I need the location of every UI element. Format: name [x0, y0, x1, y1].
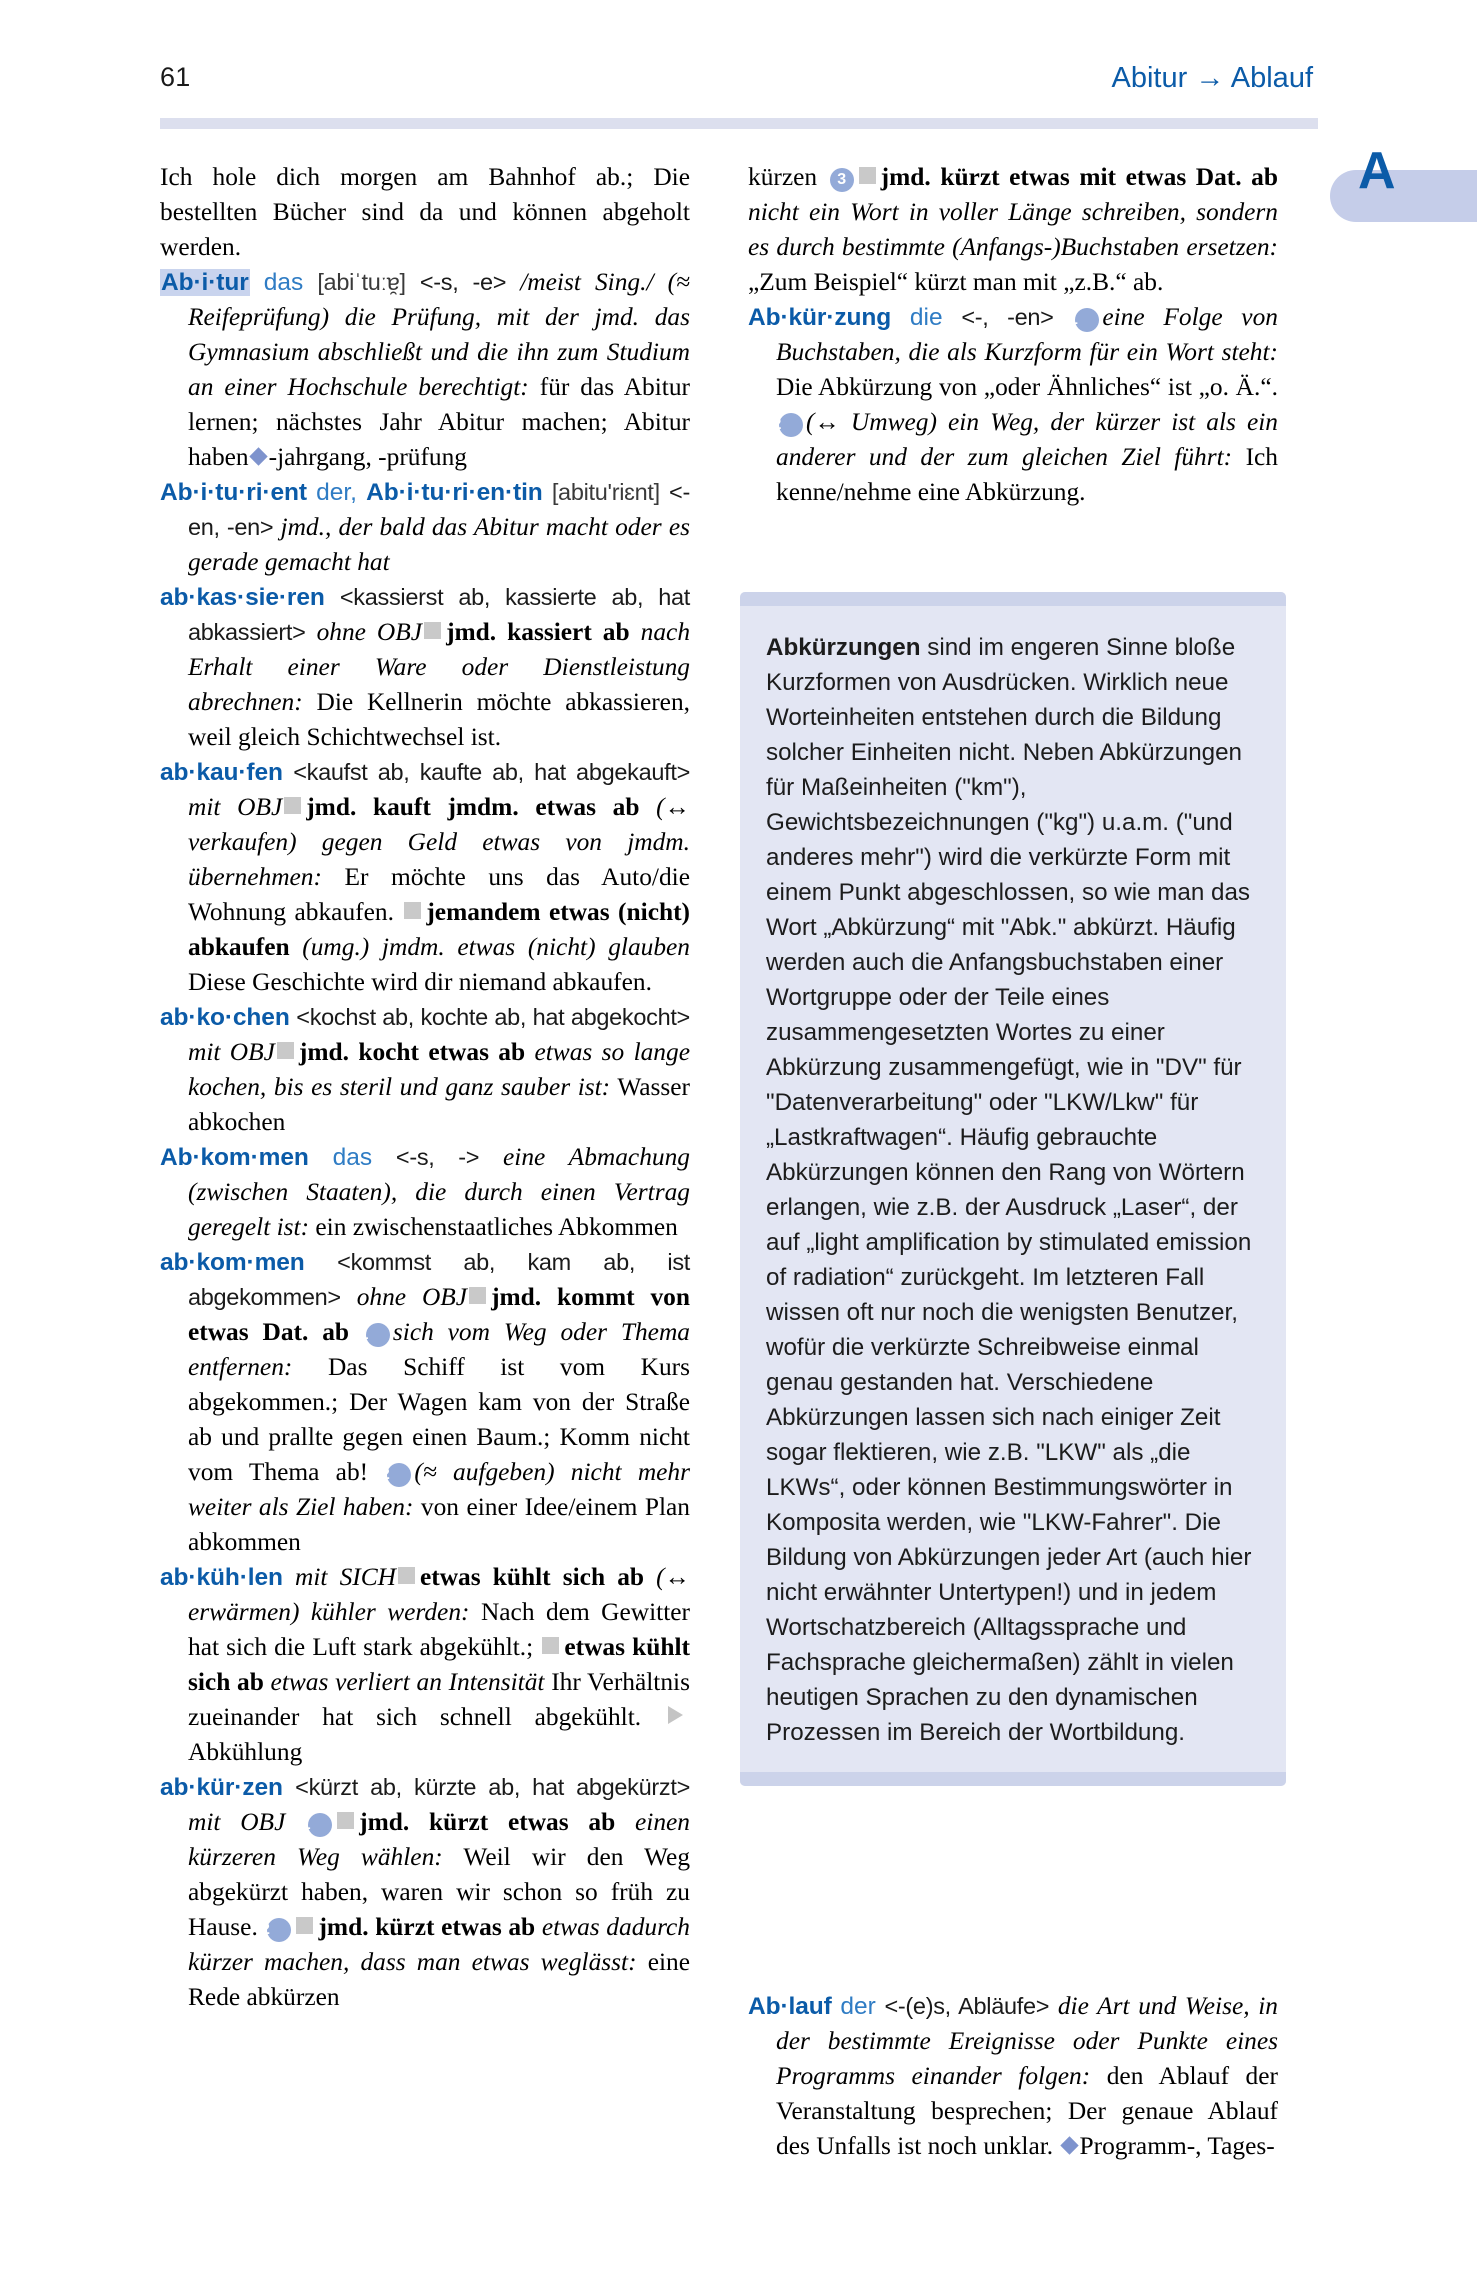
entry-abiturient: [160, 475, 690, 580]
examples: Nach dem Gewitter hat sich die Luft stark abgekühlt.;: [188, 1598, 690, 1661]
right-column-lower: [748, 1989, 1278, 2164]
headword[interactable]: ab·kas·sie·ren: [160, 584, 325, 611]
header-rule: [160, 118, 1318, 129]
headword[interactable]: ab·kau·fen: [160, 759, 283, 786]
sense-3-examples: „Zum Beispiel“ kürzt man mit „z.B.“ ab.: [748, 268, 1164, 296]
inflection-forms: <kochst ab, kochte ab, hat abgekocht>: [296, 1004, 690, 1030]
square-bullet-icon: [404, 902, 421, 919]
continuation-text: Ich hole dich morgen am Bahnhof ab.; Die bestellten Bücher sind da und können abgeholt werden.: [160, 163, 690, 261]
info-box-bottom-bar: [740, 1772, 1286, 1786]
index-tab-letter: A: [1358, 142, 1396, 200]
headword[interactable]: ab·kom·men: [160, 1249, 305, 1276]
inflection-forms: <-en, -en>: [188, 479, 690, 540]
gender-label: das: [263, 269, 304, 296]
square-bullet-icon: [859, 167, 876, 184]
diamond-icon: [1060, 2136, 1078, 2154]
inflection-forms: <kaufst ab, kaufte ab, hat abgekauft>: [293, 759, 690, 785]
examples: den Ablauf der Veranstaltung besprechen; Der genaue Ablauf des Unfalls ist noch unklar.: [776, 2062, 1278, 2160]
square-bullet-icon: [284, 797, 301, 814]
right-column: [748, 160, 1278, 510]
sense-1-definition: eine Folge von Buchstaben, die als Kurzform für ein Wort steht:: [776, 303, 1278, 366]
sense-number-3: 3: [830, 168, 854, 192]
definition: die Art und Weise, in der bestimmte Ereignisse oder Punkte eines Programms einander folgen:: [776, 1992, 1278, 2090]
sense-number-1: 1: [308, 1813, 332, 1837]
usage-label: /meist Sing./: [520, 268, 654, 296]
square-bullet-icon: [337, 1812, 354, 1829]
diamond-icon: [249, 447, 267, 465]
examples: Die Kellnerin möchte abkassieren, weil gleich Schichtwechsel ist.: [188, 688, 690, 751]
inflection-forms: <kassierst ab, kassierte ab, hat abkassiert>: [188, 584, 690, 645]
definition: jmd., der bald das Abitur macht oder es gerade gemacht hat: [188, 513, 690, 576]
sense-2-examples: eine Rede abkürzen: [188, 1948, 690, 2011]
entry-abkuerzung: [748, 300, 1278, 510]
sense-3-definition: nicht ein Wort in voller Länge schreiben, sondern es durch bestimmte (Anfangs-)Buchstaben ersetzen:: [748, 198, 1278, 261]
phrase: jmd. kommt von etwas Dat. ab: [188, 1283, 690, 1346]
info-box-text: sind im engeren Sinne bloße Kurzformen von Ausdrücken. Wirklich neue Worteinheiten entstehen durch die Bildung solcher Einheiten nicht. Neben Abkürzungen für Maßeinheiten ("km"), Gewichtsbezeichnungen ("kg") u.a.m. ("und anderes mehr") wird die verkürzte Form mit einem Punkt abgeschlossen, so wie man das Wort „Abkürzung“ mit "Abk." abkürzt. Häufig werden auch die Anfangsbuchstaben einer Wortgruppe oder der Teile eines zusammengesetzten Wortes zu einer Abkürzung zusammengefügt, wie in "DV" für "Datenverarbeitung" oder "LKW/Lkw" für „Lastkraftwagen“. Häufig gebrauchte Abkürzungen können den Rang von Wörtern erlangen, wie z.B. der Ausdruck „Laser“, der auf „light amplification by stimulated emission of radiation“ zurückgeht. Im letzteren Fall wissen oft nur noch die wenigsten Benutzer, wofür die verkürzte Schreibweise einmal genau gestanden hat. Verschiedene Abkürzungen lassen sich nach einiger Zeit sogar flektieren, wie z.B. "LKW" als „die LKWs“, oder können Bestimmungswörter in Komposita werden, wie "LKW-Fahrer". Die Bildung von Abkürzungen jeder Art (auch hier nicht erwähnter Untertypen!) und in jedem Wortschatzbereich (Alltagssprache und Fachsprache gleichermaßen) zählt in vielen heutigen Sprachen zu den dynamischen Prozessen im Bereich der Wortbildung.: [766, 634, 1252, 1746]
phrase: etwas kühlt sich ab: [420, 1563, 645, 1591]
valency-label: mit OBJ: [188, 1038, 275, 1066]
phrase-1: jmd. kürzt etwas ab: [359, 1808, 616, 1836]
examples: Er möchte uns das Auto/die Wohnung abkaufen.: [188, 863, 690, 926]
definition: eine Abmachung (zwischen Staaten), die durch einen Vertrag geregelt ist:: [188, 1143, 690, 1241]
headword[interactable]: ab·ko·chen: [160, 1004, 290, 1031]
valency-label: ohne OBJ: [356, 1283, 468, 1311]
gender-label: das: [332, 1144, 373, 1171]
entry-abkuerzen: [160, 1770, 690, 2015]
info-box-top-bar: [740, 592, 1286, 606]
sense-number-1: 1: [366, 1323, 390, 1347]
valency-label: mit OBJ: [188, 1808, 286, 1836]
headword[interactable]: Ab·i·tu·ri·ent: [160, 479, 307, 506]
headword[interactable]: ab·kür·zen: [160, 1774, 283, 1801]
sense-1-examples: Die Abkürzung von „oder Ähnliches“ ist „o. Ä.“.: [776, 373, 1278, 401]
examples: Wasser abkochen: [188, 1073, 690, 1136]
examples-2: Ihr Verhältnis zueinander hat sich schnell abgekühlt.: [188, 1668, 690, 1731]
square-bullet-icon: [398, 1567, 415, 1584]
sense-2-definition: (≈ aufgeben) nicht mehr weiter als Ziel haben:: [188, 1458, 690, 1521]
headword[interactable]: Ab·i·tur: [161, 269, 249, 296]
sense-2-examples: von einer Idee/einem Plan abkommen: [188, 1493, 690, 1556]
phrase-2: etwas kühlt sich ab: [188, 1633, 690, 1696]
inflection-forms: <kommst ab, kam ab, ist abgekommen>: [188, 1249, 690, 1310]
info-box-body: [740, 606, 1286, 1772]
compounds: Programm-, Tages-: [1079, 2132, 1275, 2160]
inflection-forms: <kürzt ab, kürzte ab, hat abgekürzt>: [295, 1774, 690, 1800]
headword-feminine[interactable]: Ab·i·tu·ri·en·tin: [366, 479, 543, 506]
definition: nach Erhalt einer Ware oder Dienstleistung abrechnen:: [188, 618, 691, 716]
sense-1-definition: einen kürzeren Weg wählen:: [188, 1808, 690, 1871]
inflection-forms: <-s, ->: [395, 1144, 480, 1170]
entry-abkommen-verb: [160, 1245, 690, 1560]
definition: (↔ erwärmen) kühler werden:: [188, 1563, 690, 1626]
sense-2-definition: etwas dadurch kürzer machen, dass man etwas weglässt:: [188, 1913, 690, 1976]
examples: für das Abitur lernen; nächstes Jahr Abitur machen; Abitur haben: [188, 373, 690, 471]
pronunciation: [abitu'riɛnt]: [551, 479, 660, 505]
definition: etwas so lange kochen, bis es steril und ganz sauber ist:: [188, 1038, 690, 1101]
valency-label: ohne OBJ: [316, 618, 423, 646]
triangle-bullet-icon: [668, 1706, 683, 1724]
compounds: -jahrgang, -prüfung: [268, 443, 468, 471]
square-bullet-icon: [296, 1917, 313, 1934]
entry-abkassieren: [160, 580, 690, 755]
continuation-tail: kürzen: [748, 163, 818, 191]
entry-abkuehlen: [160, 1560, 690, 1770]
sense-2-definition: (↔ Umweg) ein Weg, der kürzer ist als ein anderer und der zum gleichen Ziel führt:: [776, 408, 1278, 471]
valency-label: mit SICH: [295, 1563, 396, 1591]
gender-label: der,: [316, 479, 357, 506]
gender-label: die: [909, 304, 943, 331]
phrase: jmd. kassiert ab: [446, 618, 630, 646]
examples: ein zwischenstaatliches Abkommen: [315, 1213, 678, 1241]
sense-number-2: 2: [387, 1463, 411, 1487]
definition: (↔ verkaufen) gegen Geld etwas von jmdm. übernehmen:: [188, 793, 690, 891]
page-number: 61: [160, 62, 191, 92]
square-bullet-icon: [424, 622, 441, 639]
derivative: Abkühlung: [188, 1738, 303, 1766]
inflection-forms: <-s, -e>: [419, 269, 507, 295]
entry-abkommen-noun: [160, 1140, 690, 1245]
phrase: jmd. kocht etwas ab: [298, 1038, 526, 1066]
sense-2-examples: Ich kenne/nehme eine Abkürzung.: [776, 443, 1278, 506]
definition-2: (umg.) jmdm. etwas (nicht) glauben: [302, 933, 690, 961]
entry-abitur: [160, 265, 690, 475]
definition: (≈ Reifeprüfung) die Prüfung, mit der jmd. das Gymnasium abschließt und die ihn zum Studium an einer Hochschule berechtigt:: [188, 268, 690, 401]
running-head: [0, 62, 1477, 108]
info-box-lead: Abkürzungen: [766, 634, 921, 661]
sense-1-examples: Weil wir den Weg abgekürzt haben, waren wir schon so früh zu Hause.: [188, 1843, 691, 1941]
headword[interactable]: Ab·kom·men: [160, 1144, 309, 1171]
alphabet-index-tab-a[interactable]: [1330, 142, 1477, 222]
examples-2: Diese Geschichte wird dir niemand abkaufen.: [188, 968, 652, 996]
inflection-forms: <-, -en>: [961, 304, 1054, 330]
square-bullet-icon: [277, 1042, 294, 1059]
entry-abkochen: [160, 1000, 690, 1140]
phrase-3: jmd. kürzt etwas mit etwas Dat. ab: [880, 163, 1278, 191]
pronunciation: [abiˈtuːɐ̯]: [317, 269, 406, 295]
continuation-abkuerzen: [748, 160, 1278, 300]
left-column: [160, 160, 690, 2015]
inflection-forms: <-(e)s, Abläufe>: [884, 1993, 1050, 2019]
sense-number-2: 2: [267, 1918, 291, 1942]
sense-number-1: 1: [1075, 308, 1099, 332]
entry-abkaufen: [160, 755, 690, 1000]
phrase-2: jemandem etwas (nicht) abkaufen: [188, 898, 690, 961]
entry-ablauf: [748, 1989, 1278, 2164]
valency-label: mit OBJ: [188, 793, 283, 821]
running-head-title: Abitur → Ablauf: [1111, 62, 1313, 94]
phrase: jmd. kauft jmdm. etwas ab: [306, 793, 640, 821]
info-box-abkuerzungen: [740, 592, 1286, 1786]
sense-1-definition: sich vom Weg oder Thema entfernen:: [188, 1318, 690, 1381]
sense-number-2: 2: [779, 413, 803, 437]
square-bullet-icon: [542, 1637, 559, 1654]
headword[interactable]: Ab·kür·zung: [748, 304, 892, 331]
headword[interactable]: Ab·lauf: [748, 1993, 832, 2020]
continuation-paragraph: [160, 160, 690, 265]
gender-label: der: [840, 1993, 876, 2020]
phrase-2: jmd. kürzt etwas ab: [318, 1913, 536, 1941]
definition-2: etwas verliert an Intensität: [270, 1668, 545, 1696]
square-bullet-icon: [469, 1287, 486, 1304]
sense-1-examples: Das Schiff ist vom Kurs abgekommen.; Der Wagen kam von der Straße ab und prallte gegen einen Baum.; Komm nicht vom Thema ab!: [188, 1353, 690, 1486]
headword[interactable]: ab·küh·len: [160, 1564, 283, 1591]
